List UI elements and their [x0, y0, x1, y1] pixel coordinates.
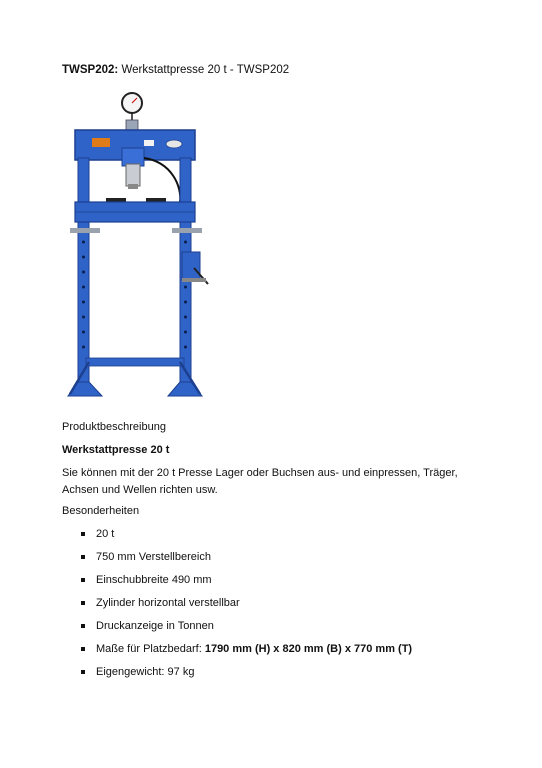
- page-title: [62, 63, 289, 77]
- description-label: Produktbeschreibung: [62, 421, 166, 433]
- list-item: [62, 526, 412, 549]
- product-subheading: Werkstattpresse 20 t: [62, 444, 170, 456]
- list-item: [62, 572, 412, 595]
- features-list: [62, 526, 412, 687]
- list-item: [62, 618, 412, 641]
- bullet-icon: [81, 647, 85, 651]
- feature-text: Zylinder horizontal verstellbar: [96, 597, 240, 609]
- bullet-icon: [81, 532, 85, 536]
- product-title: Werkstattpresse 20 t - TWSP202: [118, 64, 290, 76]
- feature-text: 750 mm Verstellbereich: [96, 551, 211, 563]
- feature-text: Maße für Platzbedarf:: [96, 643, 205, 655]
- feature-dimensions: 1790 mm (H) x 820 mm (B) x 770 mm (T): [204, 643, 413, 655]
- title-separator: :: [114, 64, 119, 76]
- feature-text: Einschubbreite 490 mm: [96, 574, 212, 586]
- list-item: [62, 549, 412, 572]
- list-item: [62, 595, 412, 618]
- list-item: [62, 641, 412, 664]
- feature-text: 20 t: [96, 528, 115, 540]
- bullet-icon: [81, 670, 85, 674]
- product-code: TWSP202: [62, 64, 115, 76]
- bullet-icon: [81, 601, 85, 605]
- feature-text: Druckanzeige in Tonnen: [96, 620, 214, 632]
- bullet-icon: [81, 624, 85, 628]
- bullet-icon: [81, 578, 85, 582]
- description-paragraph: Sie können mit der 20 t Presse Lager oder Buchsen aus- und einpressen, Träger, Achsen und Wellen richten usw.: [62, 467, 458, 496]
- features-label: Besonderheiten: [62, 505, 140, 517]
- feature-text: Eigengewicht: 97 kg: [96, 666, 195, 678]
- bullet-icon: [81, 555, 85, 559]
- list-item: [62, 664, 412, 687]
- hydraulic-press-image: [62, 92, 212, 400]
